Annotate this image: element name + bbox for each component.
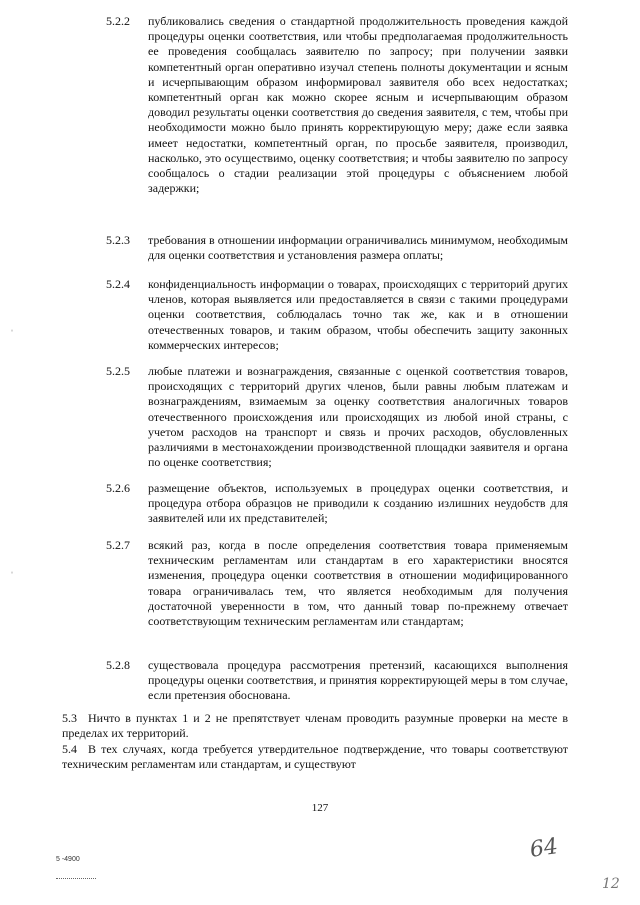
- clause-5-2-2: [106, 14, 568, 196]
- margin-scan-mark: ˌ: [10, 560, 14, 574]
- paragraph-number: 5.4: [62, 742, 77, 756]
- handwritten-annotation: 12: [602, 876, 620, 892]
- clause-text: существовала процедура рассмотрения претензий, касающихся выполнения процедуры оценки соответствия, и принятия корректирующей меры в том случае, если претензия обоснована.: [148, 658, 568, 703]
- clause-text: любые платежи и вознаграждения, связанные с оценкой соответствия товаров, происходящих с территорий других членов, были равны любым платежам и вознаграждениям, взимаемым за оценку соответствия аналогичных товаров отечественного происхождения или происходящих из любой иной страны, с учетом расходов на транспорт и связь и прочих расходов, обусловленных различиями в местонахождении производственной площадки заявителя и органа по оценке соответствия;: [148, 364, 568, 470]
- handwritten-annotation: 64: [528, 834, 560, 863]
- clause-text: конфиденциальность информации о товарах, происходящих с территорий других членов, которая выявляется или предоставляется в связи с такими процедурами оценки соответствия, соблюдалась точно так же, как и в отношении отечественных товаров, и таким образом, чтобы обеспечить защиту законных коммерческих интересов;: [148, 277, 568, 352]
- clause-number: 5.2.6: [106, 481, 130, 495]
- clause-text: всякий раз, когда в после определения соответствия товара применяемым техническим регламентам или стандартам в его характеристики вносятся изменения, процедура оценки соответствия в отношении модифицированного товара ограничивалась тем, что является необходимым для получения достаточной уверенности в том, что данный товар по-прежнему отвечает соответствующим техническим регламентам или стандартам;: [148, 538, 568, 629]
- clause-text: размещение объектов, используемых в процедурах оценки соответствия, и процедура отбора образцов не приводили к созданию излишних неудобств для заявителей или их представителей;: [148, 481, 568, 526]
- paragraph-text: Ничто в пунктах 1 и 2 не препятствует членам проводить разумные проверки на месте в пределах их территорий.: [62, 711, 568, 741]
- clause-number: 5.2.8: [106, 658, 130, 672]
- clause-5-2-4: [106, 277, 568, 353]
- clause-number: 5.2.4: [106, 277, 130, 291]
- clause-5-2-6: [106, 481, 568, 527]
- clause-number: 5.2.2: [106, 14, 130, 28]
- footer-divider: [56, 878, 96, 879]
- paragraph-5-4: [62, 742, 568, 772]
- footer-code: 5 -4900: [56, 856, 80, 863]
- clause-5-2-5: [106, 364, 568, 470]
- paragraph-5-3: [62, 711, 568, 741]
- page-number: 127: [311, 802, 329, 814]
- clause-5-2-8: [106, 658, 568, 704]
- clause-5-2-7: [106, 538, 568, 629]
- clause-text: публиковались сведения о стандартной продолжительность проведения каждой процедуры оценки соответствия, или чтобы предполагаемая продолжительность ее проведения сообщалась заявителю по запросу; при получении заявки компетентный орган оперативно изучал степень полноты документации и ясным и исчерпывающим образом информировал заявителя обо всех недостатках; компетентный орган как можно скорее ясным и исчерпывающим образом доводил результаты оценки соответствия до сведения заявителя, с тем, чтобы при необходимости можно было принять корректирующую меру; даже если заявка имеет недостатки, компетентный орган, по просьбе заявителя, производил, насколько, это осуществимо, оценку соответствия; и чтобы заявителю по запросу сообщалось о стадии реализации этой процедуры с объяснением любой задержки;: [148, 14, 568, 196]
- clause-text: требования в отношении информации ограничивались минимумом, необходимым для оценки соответствия и установления размера оплаты;: [148, 233, 568, 263]
- paragraph-number: 5.3: [62, 711, 77, 725]
- clause-number: 5.2.3: [106, 233, 130, 247]
- clause-number: 5.2.7: [106, 538, 130, 552]
- paragraph-text: В тех случаях, когда требуется утвердительное подтверждение, что товары соответствуют техническим регламентам или стандартам, и существуют: [62, 742, 568, 772]
- clause-number: 5.2.5: [106, 364, 130, 378]
- clause-5-2-3: [106, 233, 568, 263]
- margin-scan-mark: ˌ: [10, 318, 14, 332]
